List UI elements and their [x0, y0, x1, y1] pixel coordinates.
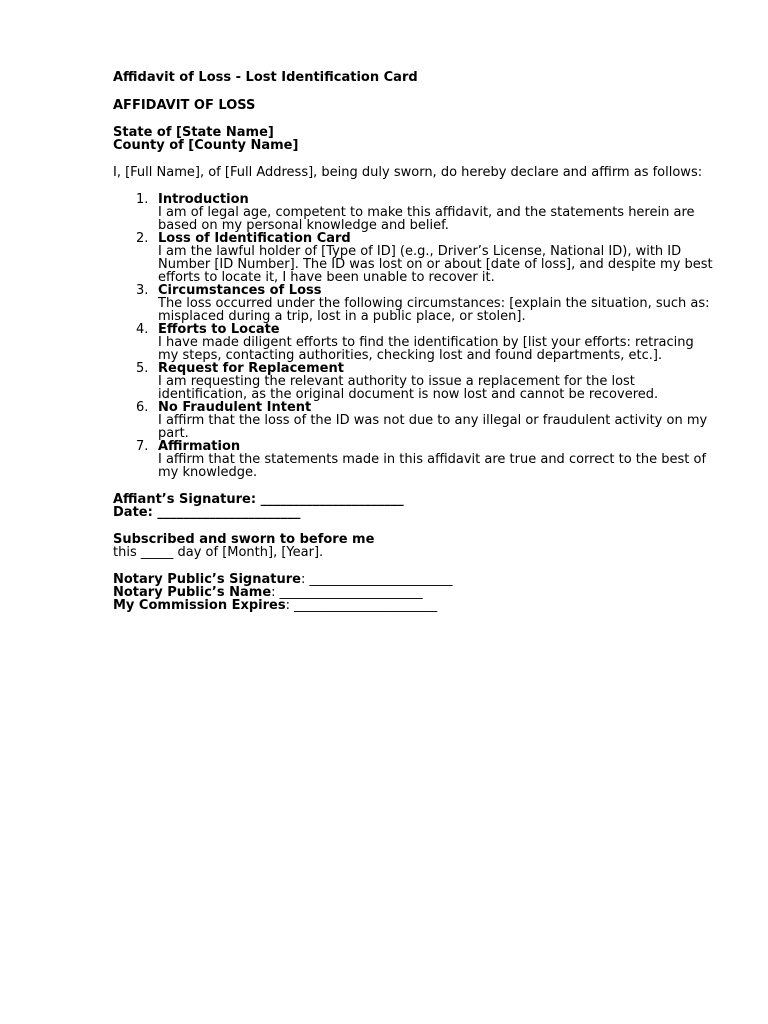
- section-body: I am of legal age, competent to make this affidavit, and the statements herein are based on my personal knowledge and belief.: [158, 205, 695, 233]
- subscribed-heading: Subscribed and sworn to before me: [113, 532, 375, 547]
- subscribed-line: this _____ day of [Month], [Year].: [113, 545, 324, 560]
- section-item: [113, 401, 713, 440]
- commission-line: [113, 599, 713, 612]
- section-number: 7.: [136, 439, 149, 454]
- section-number: 5.: [136, 361, 149, 376]
- section-title: Request for Replacement: [158, 361, 344, 376]
- section-title: Loss of Identification Card: [158, 231, 351, 246]
- notary-signature-label: Notary Public’s Signature: [113, 572, 301, 587]
- state-line: State of [State Name]: [113, 125, 274, 140]
- section-body: The loss occurred under the following circumstances: [explain the situation, such as: misplaced during a trip, lost in a public place, or stolen].: [158, 296, 710, 324]
- commission-blank: : ______________________: [285, 598, 438, 613]
- jurisdiction-block: [113, 126, 713, 152]
- affiant-signature-block: [113, 493, 713, 519]
- document-title: Affidavit of Loss - Lost Identification Card: [113, 70, 418, 85]
- section-item: [113, 362, 713, 401]
- section-number: 1.: [136, 192, 149, 207]
- section-item: [113, 284, 713, 323]
- section-title: Introduction: [158, 192, 249, 207]
- section-number: 4.: [136, 322, 149, 337]
- notary-block: [113, 573, 713, 612]
- section-title: No Fraudulent Intent: [158, 400, 312, 415]
- affiant-signature-line: Affiant’s Signature: ______________________: [113, 492, 404, 507]
- section-item: [113, 232, 713, 284]
- section-number: 2.: [136, 231, 149, 246]
- section-title: Circumstances of Loss: [158, 283, 322, 298]
- section-body: I am the lawful holder of [Type of ID] (e.g., Driver’s License, National ID), with ID Number [ID Number]. The ID was lost on or about [date of loss], and despite my best efforts to locate it, I have been unable to recover it.: [158, 244, 713, 285]
- document-page: [113, 71, 713, 626]
- notary-name-blank: : ______________________: [271, 585, 423, 600]
- section-item: [113, 193, 713, 232]
- section-body: I affirm that the loss of the ID was not due to any illegal or fraudulent activity on my part.: [158, 413, 708, 441]
- intro-paragraph: I, [Full Name], of [Full Address], being duly sworn, do hereby declare and affirm as follows:: [113, 165, 703, 180]
- section-title: Affirmation: [158, 439, 241, 454]
- section-item: [113, 323, 713, 362]
- section-title: Efforts to Locate: [158, 322, 280, 337]
- notary-signature-blank: : ______________________: [300, 572, 453, 587]
- subscribed-block: [113, 533, 713, 559]
- section-number: 3.: [136, 283, 149, 298]
- date-line: Date: ______________________: [113, 505, 301, 520]
- notary-name-label: Notary Public’s Name: [113, 585, 272, 600]
- county-line: County of [County Name]: [113, 138, 299, 153]
- commission-label: My Commission Expires: [113, 598, 286, 613]
- affidavit-heading: AFFIDAVIT OF LOSS: [113, 98, 256, 113]
- section-body: I have made diligent efforts to find the identification by [list your efforts: retracing my steps, contacting authorities, checking lost and found departments, etc.].: [158, 335, 694, 363]
- section-body: I affirm that the statements made in this affidavit are true and correct to the best of my knowledge.: [158, 452, 707, 480]
- section-body: I am requesting the relevant authority to issue a replacement for the lost identification, as the original document is now lost and cannot be recovered.: [158, 374, 659, 402]
- section-number: 6.: [136, 400, 149, 415]
- section-item: [113, 440, 713, 479]
- sections-list: [113, 193, 713, 479]
